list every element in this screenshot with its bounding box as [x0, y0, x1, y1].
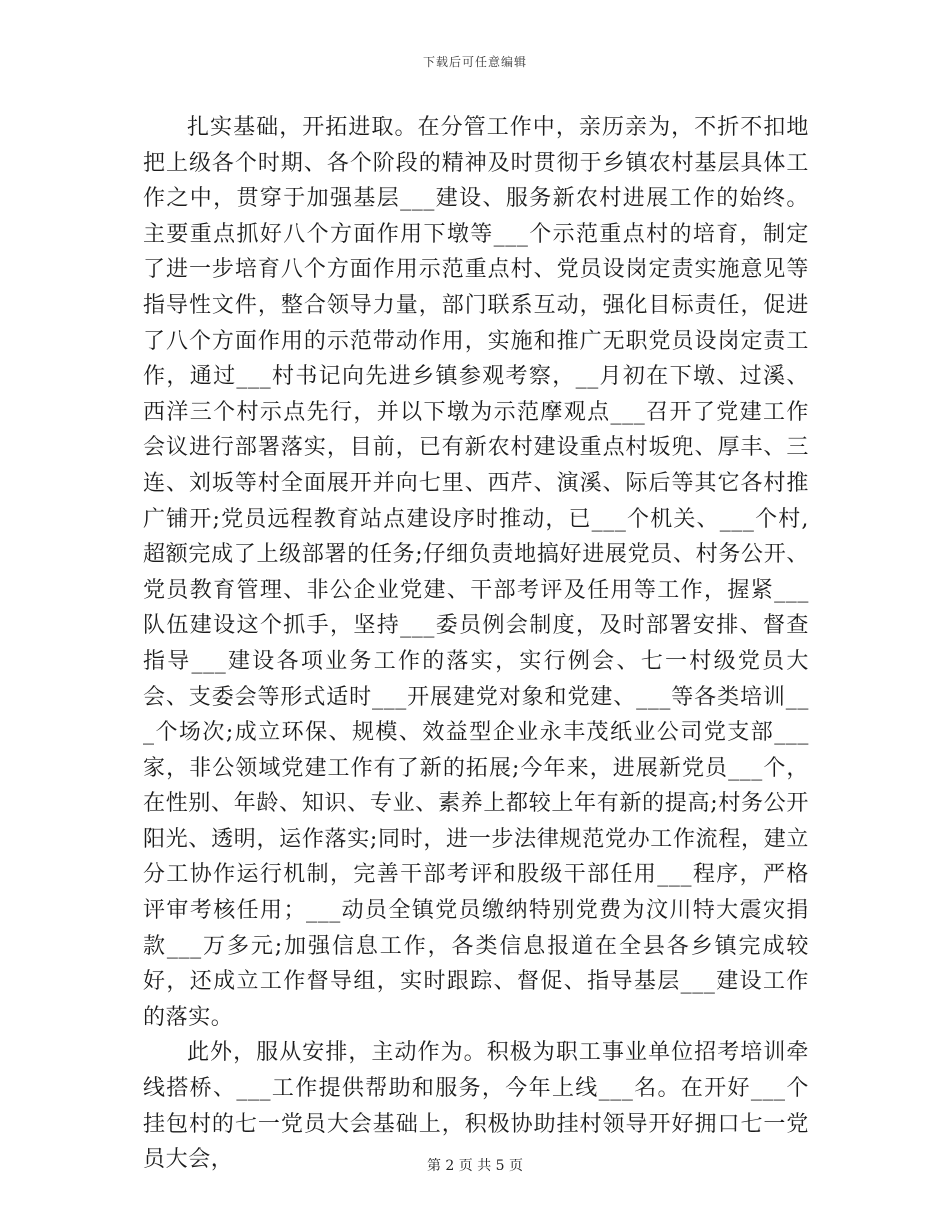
body-paragraph-2: 此外，服从安排，主动作为。积极为职工事业单位招考培训牵线搭桥、___工作提供帮助和服务，今年上线___名。在开好___个挂包村的七一党员大会基础上，积极协助挂村领导开好拥口七一党员大会， [143, 1040, 809, 1173]
page-header: 下载后可任意编辑 [422, 55, 527, 69]
document-body [143, 110, 809, 1178]
body-paragraph-1: 扎实基础，开拓进取。在分管工作中，亲历亲为，不折不扣地把上级各个时期、各个阶段的精神及时贯彻于乡镇农村基层具体工作之中，贯穿于加强基层___建设、服务新农村进展工作的始终。主要重点抓好八个方面作用下墩等___个示范重点村的培育，制定了进一步培育八个方面作用示范重点村、党员设岗定责实施意见等指导性文件，整合领导力量，部门联系互动，强化目标责任，促进了八个方面作用的示范带动作用，实施和推广无职党员设岗定责工作，通过___村书记向先进乡镇参观考察，__月初在下墩、过溪、西洋三个村示点先行，并以下墩为示范摩观点___召开了党建工作会议进行部署落实，目前，已有新农村建设重点村坂兜、厚丰、三连、刘坂等村全面展开并向七里、西芹、演溪、际后等其它各村推广铺开;党员远程教育站点建设序时推动，已___个机关、___个村,超额完成了上级部署的任务;仔细负责地搞好进展党员、村务公开、党员教育管理、非公企业党建、干部考评及任用等工作，握紧___队伍建设这个抓手，坚持___委员例会制度，及时部署安排、督查指导___建设各项业务工作的落实，实行例会、七一村级党员大会、支委会等形式适时___开展建党对象和党建、___等各类培训___个场次;成立环保、规模、效益型企业永丰茂纸业公司党支部___家，非公领域党建工作有了新的拓展;今年来，进展新党员___个，在性别、年龄、知识、专业、素养上都较上年有新的提高;村务公开阳光、透明，运作落实;同时，进一步法律规范党办工作流程，建立分工协作运行机制，完善干部考评和股级干部任用___程序，严格评审考核任用；___动员全镇党员缴纳特别党费为汶川特大震灾捐款___万多元;加强信息工作，各类信息报道在全县各乡镇完成较好，还成立工作督导组，实时跟踪、督促、指导基层___建设工作的落实。 [143, 115, 809, 1030]
page-footer: 第 2 页 共 5 页 [426, 1158, 524, 1174]
